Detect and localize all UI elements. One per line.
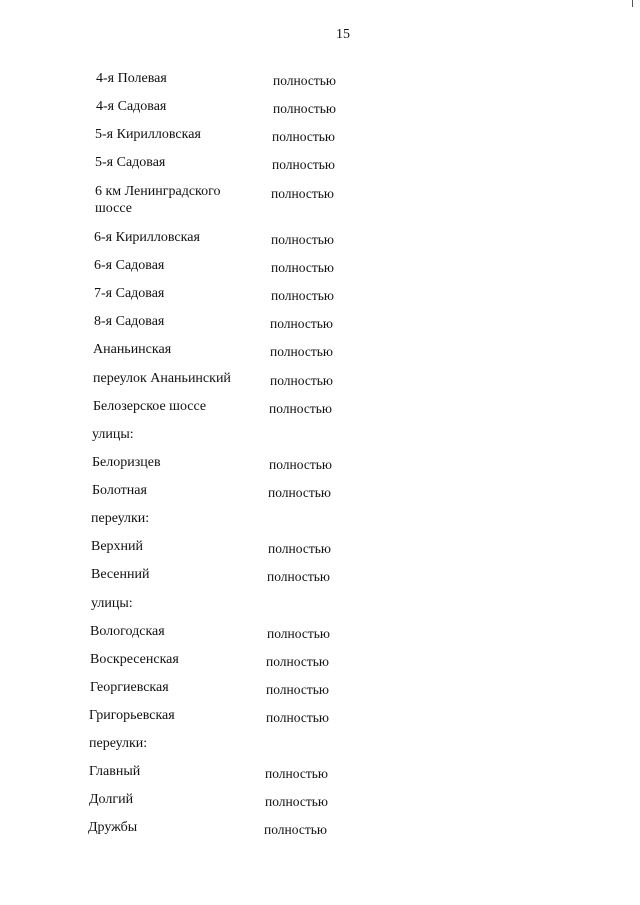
coverage-status: полностью (271, 186, 334, 201)
section-heading: переулки: (89, 736, 148, 751)
street-name: Вологодская (90, 624, 165, 639)
street-name: переулок Ананьинский (93, 371, 231, 386)
street-name: 8-я Садовая (94, 314, 165, 329)
section-heading: улицы: (91, 596, 133, 611)
street-name: Долгий (89, 792, 134, 807)
street-name: Белоризцев (92, 455, 161, 470)
street-name: 6 км Ленинградского шоссе (95, 184, 221, 216)
street-name: Весенний (91, 567, 150, 582)
page-corner-mark (632, 0, 633, 7)
coverage-status: полностью (268, 541, 331, 556)
coverage-status: полностью (267, 626, 330, 641)
coverage-status: полностью (271, 260, 334, 275)
street-name: Дружбы (88, 820, 138, 835)
coverage-status: полностью (271, 288, 334, 303)
street-name: 5-я Кирилловская (95, 127, 201, 142)
street-name: Георгиевская (90, 680, 169, 695)
street-name: 6-я Садовая (94, 258, 165, 273)
coverage-status: полностью (273, 101, 336, 116)
street-name: Воскресенская (90, 652, 179, 667)
coverage-status: полностью (266, 682, 329, 697)
coverage-status: полностью (270, 316, 333, 331)
coverage-status: полностью (273, 73, 336, 88)
street-name: Главный (89, 764, 141, 779)
coverage-status: полностью (269, 457, 332, 472)
page-number: 15 (336, 27, 350, 42)
coverage-status: полностью (267, 569, 330, 584)
coverage-status: полностью (268, 485, 331, 500)
coverage-status: полностью (269, 401, 332, 416)
street-name: 5-я Садовая (95, 155, 166, 170)
coverage-status: полностью (272, 157, 335, 172)
coverage-status: полностью (265, 766, 328, 781)
street-name: 4-я Садовая (96, 99, 167, 114)
street-name: Григорьевская (89, 708, 175, 723)
street-name: 6-я Кирилловская (94, 230, 200, 245)
coverage-status: полностью (264, 822, 327, 837)
street-name: Ананьинская (93, 342, 172, 357)
street-name: Верхний (91, 539, 144, 554)
coverage-status: полностью (266, 710, 329, 725)
coverage-status: полностью (270, 344, 333, 359)
coverage-status: полностью (270, 373, 333, 388)
section-heading: улицы: (92, 427, 134, 442)
section-heading: переулки: (91, 511, 150, 526)
coverage-status: полностью (266, 654, 329, 669)
coverage-status: полностью (272, 129, 335, 144)
street-name: Белозерское шоссе (93, 399, 207, 414)
street-name: Болотная (92, 483, 147, 498)
street-name: 4-я Полевая (96, 71, 167, 86)
street-name: 7-я Садовая (94, 286, 165, 301)
coverage-status: полностью (271, 232, 334, 247)
coverage-status: полностью (265, 794, 328, 809)
